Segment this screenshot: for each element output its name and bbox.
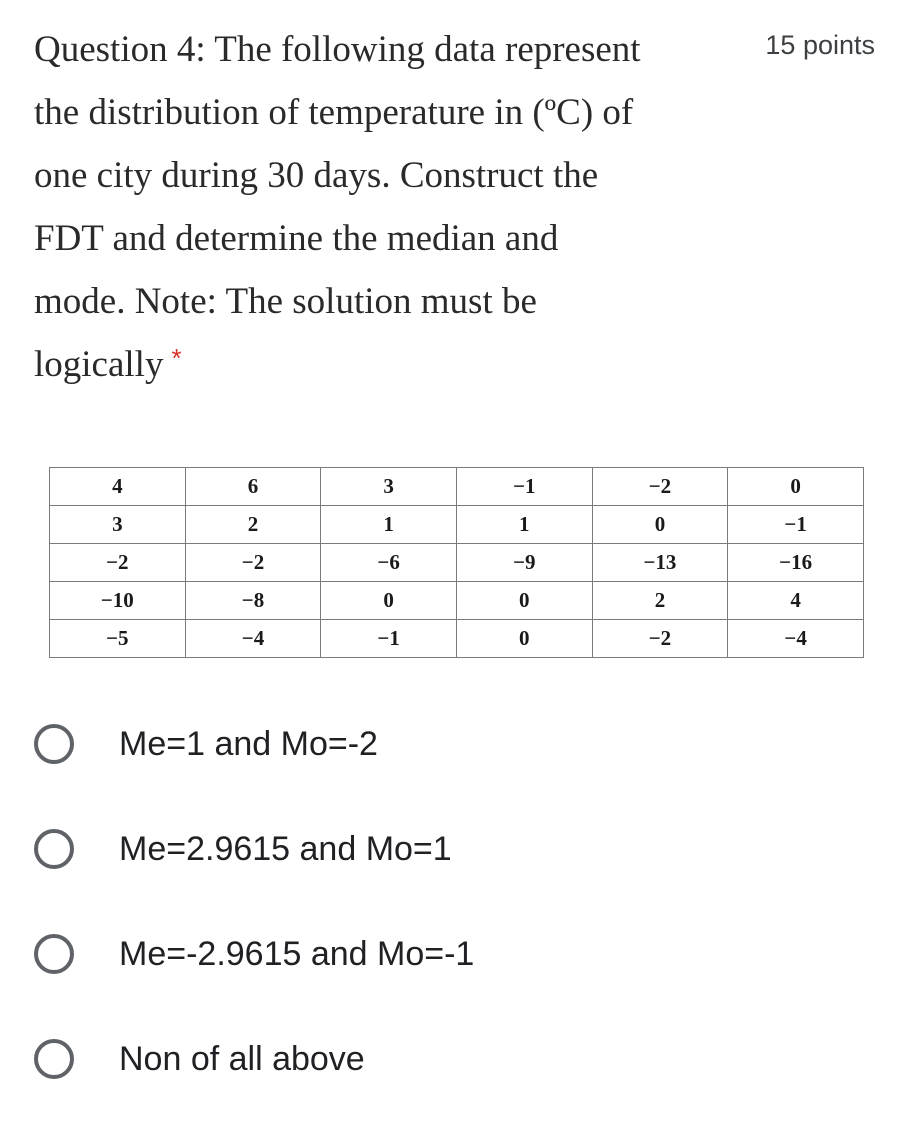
- table-row: [50, 468, 864, 506]
- table-cell: −16: [728, 544, 864, 582]
- question-text: [34, 18, 734, 396]
- table-cell: 3: [50, 506, 186, 544]
- table-cell: −1: [321, 620, 457, 658]
- table-cell: −2: [185, 544, 321, 582]
- radio-button[interactable]: [34, 934, 74, 974]
- table-cell: 6: [185, 468, 321, 506]
- table-cell: 0: [728, 468, 864, 506]
- table-cell: 0: [456, 582, 592, 620]
- table-cell: 0: [456, 620, 592, 658]
- radio-button[interactable]: [34, 829, 74, 869]
- table-row: [50, 582, 864, 620]
- table-cell: −1: [728, 506, 864, 544]
- table-cell: −8: [185, 582, 321, 620]
- question-line: Question 4: The following data represent: [34, 29, 641, 70]
- data-table: [49, 467, 864, 658]
- table-cell: −2: [50, 544, 186, 582]
- table-cell: 0: [321, 582, 457, 620]
- table-cell: −2: [592, 620, 728, 658]
- radio-button[interactable]: [34, 724, 74, 764]
- table-row: [50, 506, 864, 544]
- option-label: Non of all above: [119, 1039, 365, 1078]
- option-4[interactable]: [34, 1031, 884, 1087]
- table-row: [50, 620, 864, 658]
- table-cell: −4: [728, 620, 864, 658]
- option-label: Me=-2.9615 and Mo=-1: [119, 934, 475, 973]
- table-cell: −4: [185, 620, 321, 658]
- table-cell: 3: [321, 468, 457, 506]
- table-cell: −6: [321, 544, 457, 582]
- answer-options: [34, 716, 884, 1136]
- table-cell: −2: [592, 468, 728, 506]
- question-line: one city during 30 days. Construct the: [34, 155, 599, 196]
- table-cell: 2: [185, 506, 321, 544]
- option-3[interactable]: [34, 926, 884, 982]
- option-label: Me=2.9615 and Mo=1: [119, 829, 452, 868]
- option-1[interactable]: [34, 716, 884, 772]
- table-cell: −10: [50, 582, 186, 620]
- question-line: mode. Note: The solution must be: [34, 281, 537, 322]
- points-label: 15 points: [765, 30, 875, 60]
- question-line: the distribution of temperature in (ºC) of: [34, 92, 634, 133]
- option-label: Me=1 and Mo=-2: [119, 724, 378, 763]
- question-line: FDT and determine the median and: [34, 218, 559, 259]
- table-cell: 2: [592, 582, 728, 620]
- question-line: logically: [34, 344, 164, 385]
- table-cell: 0: [592, 506, 728, 544]
- table-cell: −13: [592, 544, 728, 582]
- table-cell: 1: [456, 506, 592, 544]
- table-cell: −9: [456, 544, 592, 582]
- table-cell: −5: [50, 620, 186, 658]
- table-cell: 4: [50, 468, 186, 506]
- required-marker: *: [171, 343, 182, 373]
- table-cell: −1: [456, 468, 592, 506]
- radio-button[interactable]: [34, 1039, 74, 1079]
- table-row: [50, 544, 864, 582]
- question-line-last: [34, 333, 734, 396]
- table-cell: 1: [321, 506, 457, 544]
- table-cell: 4: [728, 582, 864, 620]
- option-2[interactable]: [34, 821, 884, 877]
